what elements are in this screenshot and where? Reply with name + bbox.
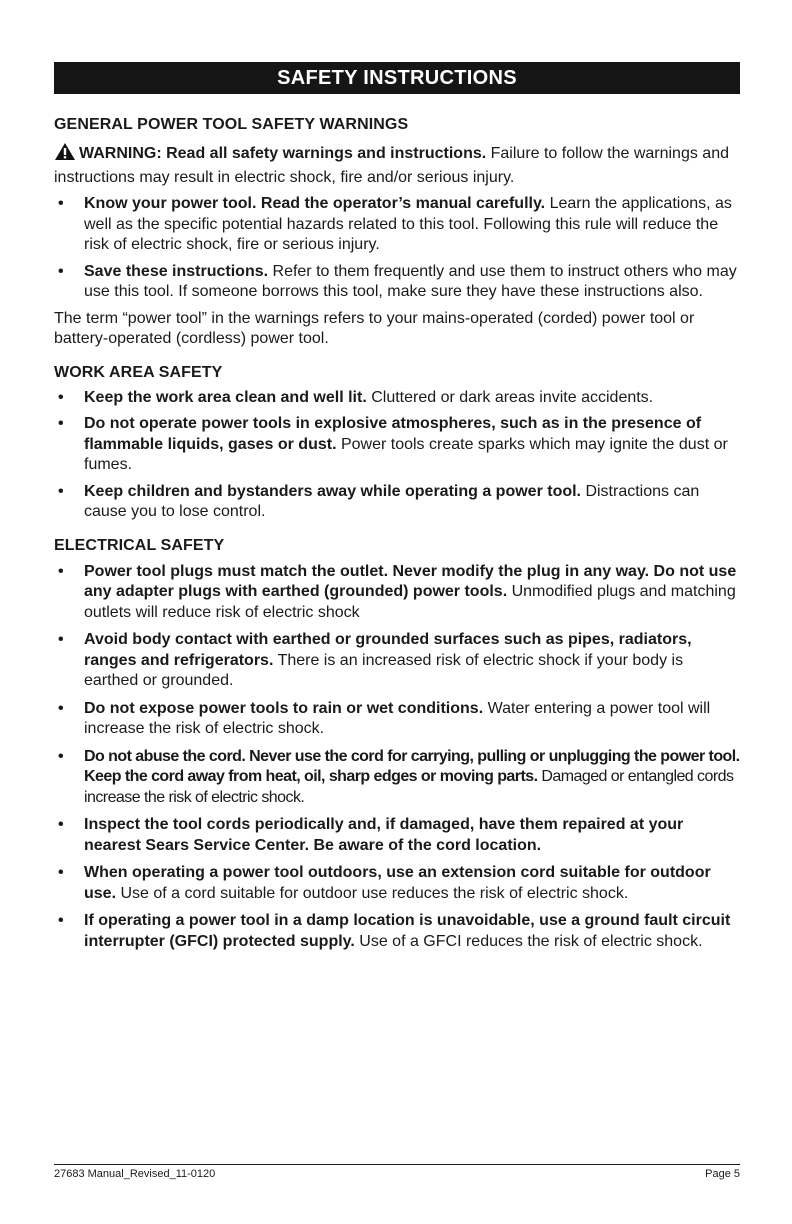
list-item [54, 911, 740, 952]
item-bold-text: Save these instructions. [84, 262, 269, 280]
list-item [54, 699, 740, 740]
item-bold-text: Power tool plugs must match the outlet. Never modify the plug in any way. Do not use any adapter plugs with earthed (grounded) power tools. [84, 562, 737, 600]
item-bold-text: Do not abuse the cord. Never use the cord for carrying, pulling or unplugging the power tool. Keep the cord away from heat, oil, sharp edges or moving parts. [84, 747, 740, 785]
electrical-safety-heading: ELECTRICAL SAFETY [54, 536, 225, 554]
item-text: Cluttered or dark areas invite accidents. [366, 388, 654, 406]
general-warnings-list [54, 194, 740, 303]
item-bold-text: Inspect the tool cords periodically and, if damaged, have them repaired at your nearest Sears Service Center. Be aware of the cord location. [84, 816, 684, 854]
item-bold-text: If operating a power tool in a damp location is unavoidable, use a ground fault circuit interrupter (GFCI) protected supply. [84, 912, 731, 950]
work-area-heading: WORK AREA SAFETY [54, 363, 223, 381]
list-item [54, 747, 740, 809]
list-item [54, 388, 740, 409]
list-item [54, 815, 740, 856]
manual-page [54, 62, 740, 952]
item-bold-text: Keep children and bystanders away while operating a power tool. [84, 482, 581, 500]
warning-label: WARNING: Read all safety warnings and instructions. [79, 145, 487, 162]
warning-text: Failure to follow the warnings and instructions may result in electric shock, fire and/or serious injury. [54, 145, 729, 186]
electrical-safety-list [54, 562, 740, 953]
item-bold-text: Keep the work area clean and well lit. [84, 388, 367, 406]
list-item [54, 482, 740, 523]
list-item [54, 262, 740, 303]
item-text: Unmodified plugs and matching outlets will reduce risk of electric shock [84, 583, 736, 621]
item-text: Distractions can cause you to lose control. [84, 482, 700, 520]
item-text: Use of a GFCI reduces the risk of electric shock. [354, 932, 703, 950]
power-tool-term-note: The term “power tool” in the warnings refers to your mains-operated (corded) power tool or battery-operated (cordless) power tool. [54, 309, 695, 347]
item-bold-text: Avoid body contact with earthed or grounded surfaces such as pipes, radiators, ranges and refrigerators. [84, 631, 692, 669]
section-banner: SAFETY INSTRUCTIONS [54, 62, 740, 94]
item-text: Water entering a power tool will increase the risk of electric shock. [84, 699, 711, 737]
item-text: Refer to them frequently and use them to instruct others who may use this tool. If someone borrows this tool, make sure they have these instructions also. [84, 262, 737, 300]
item-text: Power tools create sparks which may ignite the dust or fumes. [84, 435, 728, 473]
item-bold-text: Do not operate power tools in explosive atmospheres, such as in the presence of flammable liquids, gases or dust. [84, 415, 702, 453]
list-item [54, 863, 740, 904]
work-area-list [54, 388, 740, 523]
item-text: Damaged or entangled cords increase the risk of electric shock. [84, 768, 734, 806]
item-bold-text: When operating a power tool outdoors, use an extension cord suitable for outdoor use. [84, 864, 711, 902]
warning-triangle-icon [54, 142, 76, 168]
list-item [54, 630, 740, 692]
general-warnings-heading: GENERAL POWER TOOL SAFETY WARNINGS [54, 116, 409, 133]
list-item [54, 414, 740, 476]
list-item [54, 194, 740, 256]
item-text: There is an increased risk of electric shock if your body is earthed or grounded. [84, 651, 684, 689]
item-text: Use of a cord suitable for outdoor use reduces the risk of electric shock. [116, 884, 629, 902]
item-bold-text: Do not expose power tools to rain or wet conditions. [84, 699, 484, 717]
page-footer [54, 1164, 740, 1180]
warning-paragraph [54, 142, 740, 188]
list-item [54, 562, 740, 624]
item-text: Learn the applications, as well as the specific potential hazards related to this tool. Following this rule will reduce the risk of electric shock, fire or serious injury. [84, 195, 732, 253]
footer-page-number: Page 5 [705, 1168, 740, 1180]
item-bold-text: Know your power tool. Read the operator’s manual carefully. [84, 195, 546, 212]
footer-document-id: 27683 Manual_Revised_11-0120 [54, 1168, 216, 1180]
